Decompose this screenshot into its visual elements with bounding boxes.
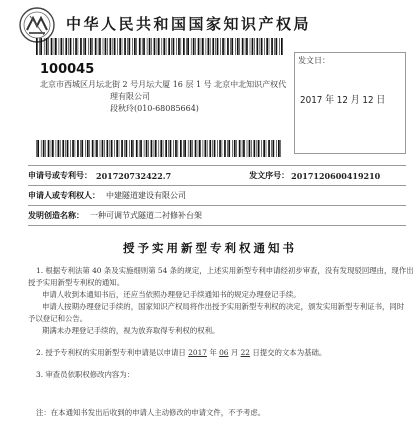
paragraph-1-line-4: 申请人按期办理登记手续的，国家知识产权局将作出授予实用新型专利权的决定，颁发实用新型专利证书，同时 [42, 302, 405, 311]
application-number-label: 申请号或专利号： [28, 170, 92, 180]
paragraph-2-prefix: 2. 授予专利权的实用新型专利申请是以申请日 [36, 348, 189, 357]
address-line-1: 北京市西城区月坛北街 2 号月坛大厦 16 层 1 号 北京中北知识产权代 [40, 80, 287, 89]
contact-line: 段秋玲(010-68085664) [110, 104, 199, 113]
paragraph-2-suffix: 日提交的文本为基础。 [250, 348, 327, 357]
notice-body [28, 265, 414, 419]
filing-year: 2017 [188, 348, 207, 357]
barcode-top [36, 38, 284, 55]
recipient-address [40, 79, 288, 115]
paragraph-3: 3. 审查员依职权修改内容为： [36, 370, 135, 379]
address-line-2: 理有限公司 [110, 92, 150, 101]
applicant-name: 中建隧道建设有限公司 [106, 191, 186, 200]
paragraph-2 [28, 347, 406, 359]
filing-month: 06 [219, 348, 229, 357]
application-number-row [28, 166, 406, 186]
paragraph-1-line-1: 1. 根据专利法第 40 条及实施细则第 54 条的规定，上述实用新型专利申请经初步审查，没有发现驳回理由，现作出 [36, 266, 414, 275]
paragraph-1-line-3: 申请人收到本通知书后，还应当依照办理登记手续通知书的规定办理登记手续。 [42, 290, 301, 299]
barcode-bottom [36, 140, 284, 157]
send-date: 2017 年 12 月 12 日 [300, 95, 386, 106]
agency-title: 中华人民共和国国家知识产权局 [66, 15, 312, 33]
applicant-row [28, 186, 406, 206]
paragraph-1-line-5: 予以登记和公告。 [28, 314, 88, 323]
filing-month-unit: 月 [228, 348, 241, 357]
paragraph-1-line-2: 授予实用新型专利权的通知。 [28, 278, 125, 287]
applicant-label: 申请人或专利权人： [28, 190, 100, 200]
paragraph-1-line-6: 期满未办理登记手续的，视为放弃取得专利权的权利。 [42, 326, 220, 335]
document-number: 2017120600419210 [291, 170, 381, 181]
invention-name-label: 发明创造名称： [28, 210, 84, 220]
notice-title: 授予实用新型专利权通知书 [123, 241, 297, 255]
invention-name: 一种可调节式隧道二衬修补台架 [90, 211, 202, 220]
note: 注：在本通知书发出后收到的申请人主动修改的申请文件，不予考虑。 [36, 408, 266, 417]
postcode: 100045 [40, 62, 95, 77]
application-info-table [28, 165, 406, 226]
application-number: 201720732422.7 [96, 170, 172, 181]
document-number-label: 发文序号： [249, 170, 290, 180]
invention-row [28, 206, 406, 226]
filing-year-unit: 年 [207, 348, 220, 357]
send-date-label: 发文日： [298, 56, 330, 65]
filing-day: 22 [240, 348, 250, 357]
